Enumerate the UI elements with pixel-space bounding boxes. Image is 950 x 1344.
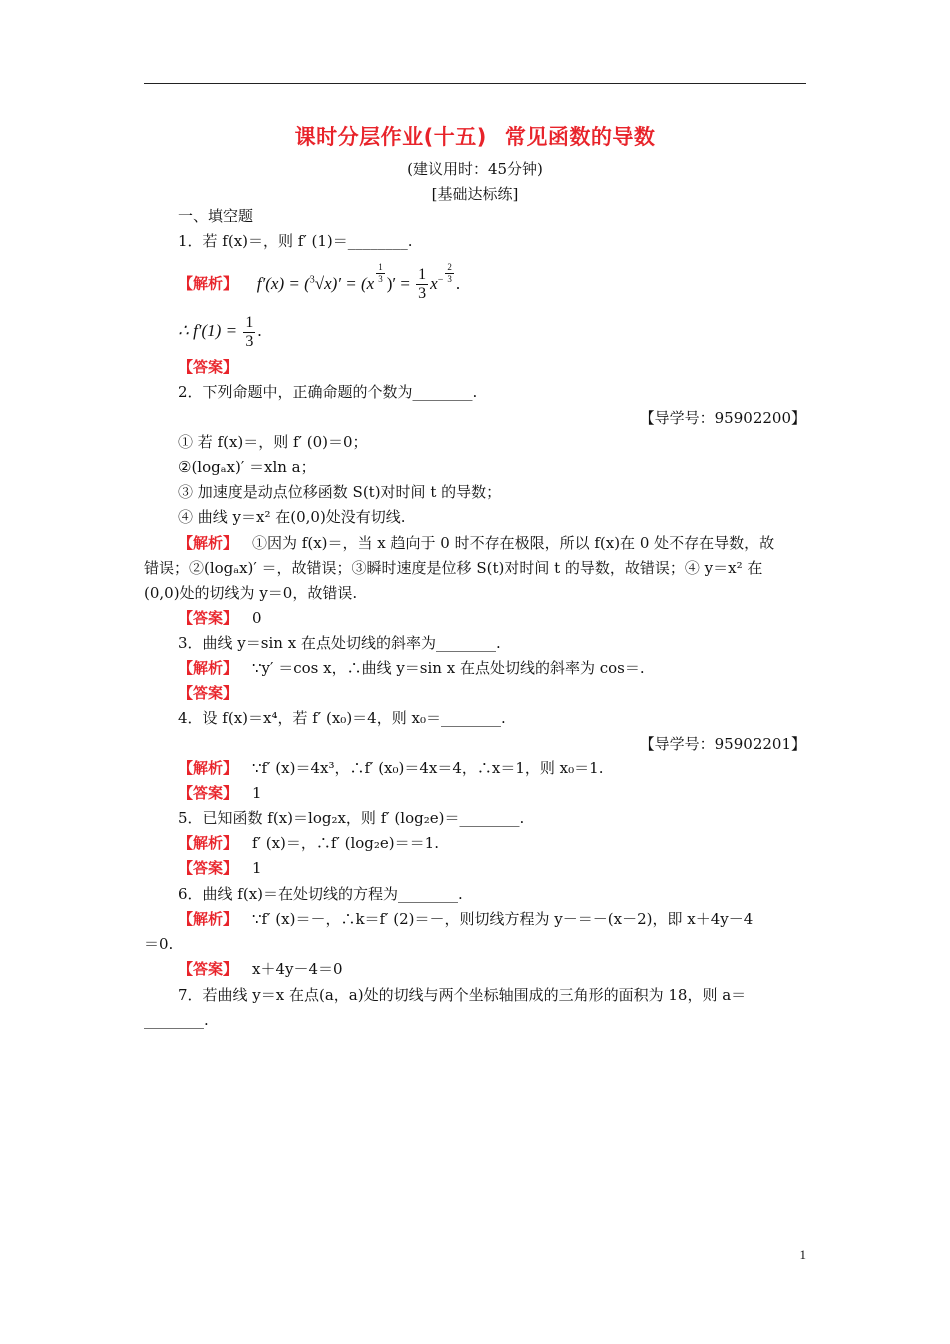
section-label: [基础达标练] (431, 185, 519, 203)
q6-sol-text-1: ∵f′ (x)＝－，∴k＝f′ (2)＝－，则切线方程为 y－＝－(x－2)，即 x＋4y－4 (252, 910, 754, 928)
q7-stem-2: ________. (144, 1011, 209, 1029)
daan-tag: 【答案】 (178, 859, 239, 877)
daan-tag: 【答案】 (178, 684, 239, 702)
q1-sol-prefix: f′(x) = ( (256, 273, 310, 293)
header-rule (144, 83, 806, 84)
q2-sol-text-1: ①因为 f(x)＝，当 x 趋向于 0 时不存在极限，所以 f(x)在 0 处不存在导数，故 (252, 534, 775, 552)
q2-item-3: ③ 加速度是动点位移函数 S(t)对时间 t 的导数； (178, 483, 502, 501)
q1-exp-num: 1 (378, 262, 383, 272)
q1-sol-tail: x (430, 273, 438, 293)
jiexi-tag: 【解析】 (178, 659, 239, 677)
jiexi-tag: 【解析】 (178, 274, 239, 293)
q2-solution-3: (0,0)处的切线为 y＝0，故错误. (144, 584, 358, 602)
q4-stem: 4．设 f(x)＝x⁴，若 f′ (x₀)＝4，则 x₀＝________. (178, 709, 506, 727)
q2-answer (178, 608, 262, 628)
q2-solution-2: 错误；②(logₐx)′ ＝，故错误；③瞬时速度是位移 S(t)对时间 t 的导数，故错误；④ y＝x² 在 (144, 559, 763, 577)
q2-guide-number: 【导学号：95902200】 (639, 409, 806, 427)
q1-result-prefix: ∴ f′(1) = (178, 321, 238, 340)
q4-answer-value: 1 (252, 784, 262, 802)
q1-frac-den: 3 (418, 285, 427, 303)
q1-root-index: 3 (309, 274, 315, 285)
daan-tag: 【答案】 (178, 609, 239, 627)
part-title: 一、填空题 (178, 207, 254, 225)
q5-answer (178, 858, 262, 878)
q1-stem: 1．若 f(x)＝，则 f′ (1)＝________. (178, 232, 413, 250)
jiexi-tag: 【解析】 (178, 910, 239, 928)
q1-sol-mid: x)′ = (x (324, 273, 375, 293)
q1-tail-exp-den: 3 (447, 274, 452, 284)
q1-sol-mid2: )′ = (386, 273, 410, 293)
page-title (144, 121, 806, 151)
q4-answer (178, 783, 262, 803)
q2-item-4: ④ 曲线 y＝x² 在(0,0)处没有切线. (178, 508, 406, 526)
q1-tail-exp-num: 2 (447, 262, 452, 272)
q1-frac-num: 1 (418, 266, 427, 284)
q5-sol-text: f′ (x)＝，∴f′ (log₂e)＝＝1. (252, 834, 439, 852)
q7-stem-1: 7．若曲线 y＝x 在点(a，a)处的切线与两个坐标轴围成的三角形的面积为 18，则 a＝ (178, 986, 747, 1004)
q1-exp-den: 3 (378, 274, 383, 284)
q2-stem: 2．下列命题中，正确命题的个数为________. (178, 383, 478, 401)
jiexi-tag: 【解析】 (178, 834, 239, 852)
page-number: 1 (799, 1247, 806, 1262)
q1-answer (178, 357, 238, 377)
q6-answer (178, 959, 343, 979)
q6-stem: 6．曲线 f(x)＝在处切线的方程为________. (178, 885, 463, 903)
q2-solution-1 (178, 533, 774, 553)
q3-answer (178, 683, 238, 703)
q1-tail-exp-sign: − (437, 274, 444, 285)
q2-item-2: ②(logₐx)′ ＝xln a； (178, 458, 316, 476)
daan-tag: 【答案】 (178, 784, 239, 802)
q5-solution (178, 833, 439, 853)
q4-solution (178, 758, 603, 778)
q6-solution-2: ＝0. (144, 935, 174, 953)
q6-answer-value: x＋4y－4＝0 (252, 960, 343, 978)
q5-answer-value: 1 (252, 859, 262, 877)
q2-item-1: ① 若 f(x)＝，则 f′ (0)＝0； (178, 433, 368, 451)
q2-answer-value: 0 (252, 609, 262, 627)
q1-result: ∴ f′(1) = $\frac{1}{3}$ . (178, 313, 262, 350)
title-left: 课时分层作业(十五) (294, 125, 487, 149)
q4-guide-number: 【导学号：95902201】 (639, 735, 806, 753)
q1-result-den: 3 (245, 332, 254, 350)
q1-solution: 【解析】 f′(x) = ($^3$√x)′ = (x $\frac{1}{3}$ )′ = $\frac{1}{3}$ x− $\frac{2}{3}$ . (178, 262, 461, 303)
q3-stem: 3．曲线 y＝sin x 在点处切线的斜率为________. (178, 634, 501, 652)
time-hint: (建议用时：45分钟) (407, 160, 543, 178)
jiexi-tag: 【解析】 (178, 759, 239, 777)
title-right: 常见函数的导数 (504, 125, 656, 149)
daan-tag: 【答案】 (178, 358, 239, 376)
q3-sol-text: ∵y′ ＝cos x，∴曲线 y＝sin x 在点处切线的斜率为 cos＝. (252, 659, 645, 677)
jiexi-tag: 【解析】 (178, 534, 239, 552)
q4-sol-text: ∵f′ (x)＝4x³，∴f′ (x₀)＝4x＝4，∴x＝1，则 x₀＝1. (252, 759, 604, 777)
q3-solution (178, 658, 645, 678)
daan-tag: 【答案】 (178, 960, 239, 978)
q1-result-num: 1 (245, 313, 254, 331)
q6-solution-1 (178, 909, 753, 929)
q5-stem: 5．已知函数 f(x)＝log₂x，则 f′ (log₂e)＝________. (178, 809, 525, 827)
